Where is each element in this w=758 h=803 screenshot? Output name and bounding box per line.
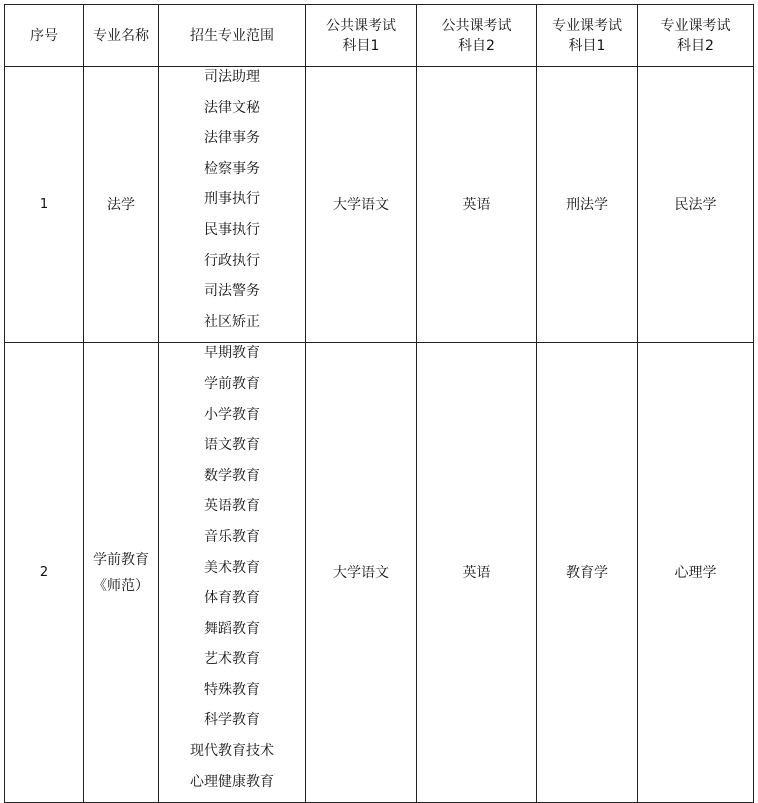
major-name-cell [84, 343, 159, 803]
scope-cell [159, 343, 306, 803]
professional-subject-2-cell: 心理学 [638, 343, 754, 803]
major-name-line: 《师范） [93, 577, 149, 594]
header-professional-subject-1-line2: 科目1 [568, 37, 606, 54]
admission-table [4, 4, 754, 803]
header-scope: 招生专业范围 [159, 5, 306, 67]
header-seq: 序号 [5, 5, 84, 67]
scope-cell [159, 67, 306, 343]
header-public-subject-1-line2: 科目1 [342, 37, 380, 54]
scope-item: 小学教育 [204, 406, 260, 423]
scope-item: 司法警务 [204, 283, 260, 300]
major-name-line: 学前教育 [93, 551, 149, 568]
professional-subject-2-cell: 民法学 [638, 67, 754, 343]
major-name-line: 法学 [107, 196, 135, 213]
scope-item: 学前教育 [204, 375, 260, 392]
header-professional-subject-2 [638, 5, 754, 67]
header-row [5, 5, 754, 67]
scope-item: 民事执行 [204, 221, 260, 238]
header-public-subject-2-line1: 公共课考试 [441, 17, 512, 34]
professional-subject-1-cell: 教育学 [537, 343, 638, 803]
scope-item: 体育教育 [204, 590, 260, 607]
public-subject-2-cell: 英语 [417, 67, 537, 343]
scope-item: 行政执行 [204, 252, 260, 269]
major-name-cell [84, 67, 159, 343]
scope-item: 数学教育 [204, 467, 260, 484]
public-subject-1-cell: 大学语文 [306, 67, 417, 343]
seq-cell: 2 [5, 343, 84, 803]
header-professional-subject-2-line2: 科目2 [677, 37, 714, 54]
scope-item: 美术教育 [204, 559, 260, 576]
scope-item: 司法助理 [204, 69, 260, 85]
scope-item: 心理健康教育 [190, 773, 274, 790]
header-public-subject-2 [417, 5, 537, 67]
scope-item: 早期教育 [204, 345, 260, 362]
scope-item: 法律文秘 [204, 99, 260, 116]
header-major-name: 专业名称 [84, 5, 159, 67]
scope-item: 科学教育 [204, 712, 260, 729]
scope-item: 艺术教育 [204, 651, 260, 668]
scope-item: 检察事务 [204, 160, 260, 177]
scope-item: 刑事执行 [204, 191, 260, 208]
header-public-subject-1-line1: 公共课考试 [326, 17, 396, 34]
scope-item: 音乐教育 [204, 528, 260, 545]
professional-subject-1-cell: 刑法学 [537, 67, 638, 343]
public-subject-1-cell: 大学语文 [306, 343, 417, 803]
header-public-subject-2-line2: 科自2 [458, 37, 495, 54]
scope-item: 舞蹈教育 [204, 620, 260, 637]
seq-cell: 1 [5, 67, 84, 343]
public-subject-2-cell: 英语 [417, 343, 537, 803]
table-row [5, 343, 754, 803]
scope-item: 法律事务 [204, 130, 260, 147]
scope-item: 特殊教育 [204, 681, 260, 698]
header-professional-subject-2-line1: 专业课考试 [660, 17, 731, 34]
scope-item: 语文教育 [204, 437, 260, 454]
header-professional-subject-1 [537, 5, 638, 67]
header-public-subject-1 [306, 5, 417, 67]
scope-item: 现代教育技术 [190, 743, 274, 760]
header-professional-subject-1-line1: 专业课考试 [552, 17, 622, 34]
scope-item: 社区矫正 [204, 313, 260, 330]
scope-item: 英语教育 [204, 498, 260, 515]
table-row [5, 67, 754, 343]
